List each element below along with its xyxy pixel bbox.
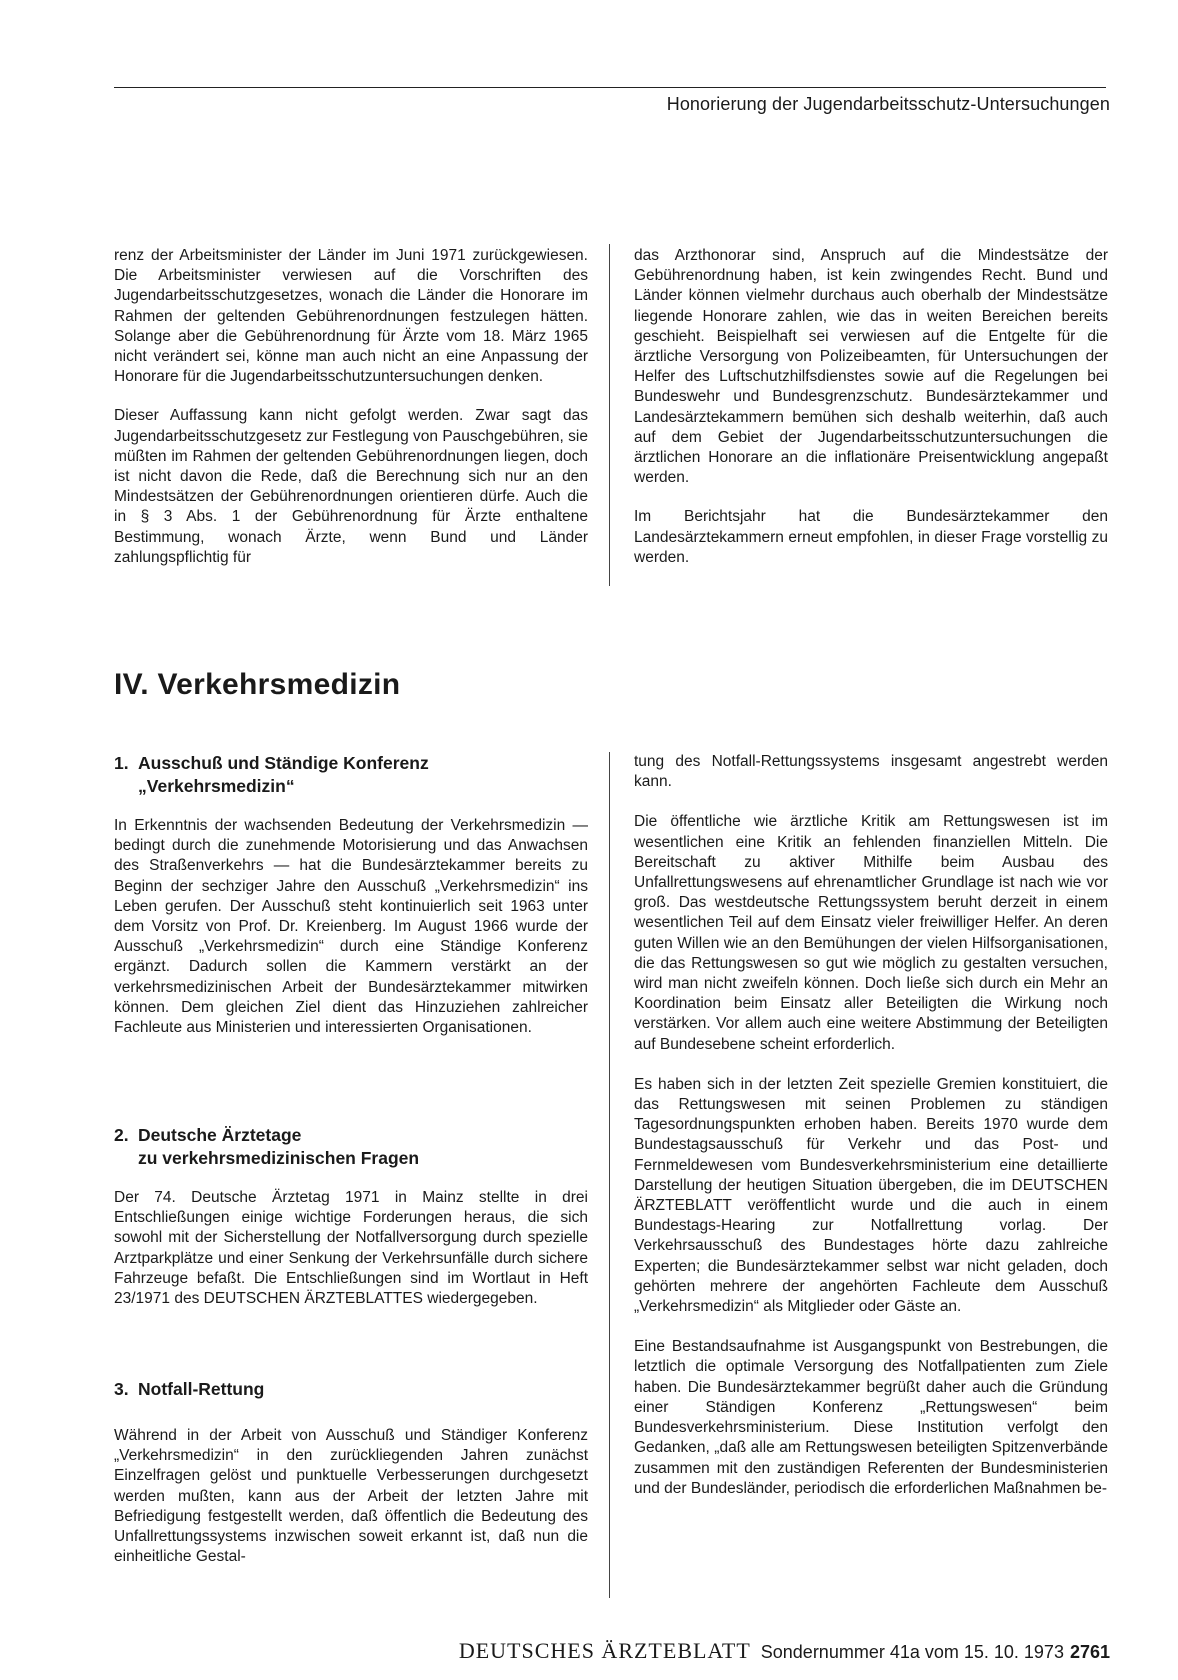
section-title-line1: Notfall-Rettung [138, 1379, 265, 1399]
header-rule [114, 87, 1106, 88]
top-left-column [114, 246, 588, 568]
lower-right-column [634, 752, 1108, 1499]
section-heading-2 [114, 1124, 588, 1170]
section-number: 2. [114, 1125, 129, 1145]
page-footer [459, 1638, 1110, 1664]
paragraph: renz der Arbeitsminister der Länder im Juni 1971 zurückgewiesen. Die Arbeitsminister verwiesen auf die Vorschriften des Jugendarbeitsschutzgesetzes, wonach die Länder die Honorare im Rahmen der geltenden Gebührenordnungen festzulegen hätten. Solange aber die Gebührenordnung für Ärzte vom 18. März 1965 nicht verändert sei, könne man auch nicht an eine Anpassung der Honorare für die Jugendarbeitsschutzuntersuchungen denken. [114, 247, 588, 386]
paragraph: In Erkenntnis der wachsenden Bedeutung der Verkehrsmedizin — bedingt durch die zunehmende Motorisierung und das Anwachsen des Straßenverkehrs — hat die Bundesärztekammer bereits zu Beginn der sechziger Jahre den Ausschuß „Verkehrsmedizin“ ins Leben gerufen. Der Ausschuß steht kontinuierlich seit 1963 unter dem Vorsitz von Prof. Dr. Kreienberg. Im August 1966 wurde der Ausschuß „Verkehrsmedizin“ durch eine Ständige Konferenz ergänzt. Dadurch sollen die Kammern verstärkt an der verkehrsmedizinischen Arbeit der Bundesärztekammer mitwirken können. Dem gleichen Ziel dient das Hinzuziehen zahlreicher Fachleute aus Ministerien und interessierten Organisationen. [114, 817, 588, 1037]
section-number: 3. [114, 1379, 129, 1399]
column-divider [609, 244, 610, 586]
section-3-body [114, 1426, 588, 1567]
section-heading-3 [114, 1378, 588, 1401]
running-head: Honorierung der Jugendarbeitsschutz-Untersuchungen [666, 94, 1110, 114]
section-title-line2: zu verkehrsmedizinischen Fragen [138, 1148, 420, 1168]
section-title-line1: Ausschuß und Ständige Konferenz [138, 753, 429, 773]
section-title-line2: „Verkehrsmedizin“ [138, 776, 295, 796]
section-1-body [114, 816, 588, 1038]
paragraph: Der 74. Deutsche Ärztetag 1971 in Mainz stellte in drei Entschließungen einige wichtige Forderungen heraus, die sich sowohl mit der Sicherstellung der Notfallversorgung durch spezielle Arztparkplätze und einer Senkung der Verkehrsunfälle durch sichere Fahrzeuge befaßt. Die Entschließungen sind im Wortlaut in Heft 23/1971 des DEUTSCHEN ÄRZTEBLATTES wiedergegeben. [114, 1189, 588, 1308]
issue-info: Sondernummer 41a vom 15. 10. 1973 [760, 1642, 1064, 1662]
paragraph: tung des Notfall-Rettungssystems insgesamt angestrebt werden kann. [634, 753, 1108, 791]
section-number: 1. [114, 753, 129, 773]
paragraph: Im Berichtsjahr hat die Bundesärztekammer den Landesärztekammern erneut empfohlen, in dieser Frage vorstellig zu werden. [634, 508, 1108, 566]
section-2-body [114, 1188, 588, 1309]
paragraph: das Arzthonorar sind, Anspruch auf die Mindestsätze der Gebührenordnung haben, ist kein zwingendes Recht. Bund und Länder können vielmehr durchaus auch oberhalb der Mindestsätze liegende Honorare zahlen, wie das in weiten Bereichen bereits geschieht. Beispielhaft sei verwiesen auf die Entgelte für die ärztliche Versorgung von Polizeibeamten, für Untersuchungen der Helfer des Luftschutzhilfsdienstes sowie auf die Regelungen bei Bundeswehr und Bundesgrenzschutz. Bundesärztekammer und Landesärztekammern bemühen sich deshalb weiterhin, daß auch auf dem Gebiet der Jugendarbeitsschutzuntersuchungen die ärztlichen Honorare an die inflationäre Preisentwicklung angepaßt werden. [634, 247, 1108, 487]
section-heading-1 [114, 752, 588, 798]
paragraph: Dieser Auffassung kann nicht gefolgt werden. Zwar sagt das Jugendarbeitsschutzgesetz zur Festlegung von Pauschgebühren, sie müßten im Rahmen der geltenden Gebührenordnungen liegen, doch ist nicht davon die Rede, daß die Berechnung sich nur an den Mindestsätzen der Gebührenordnungen orientieren dürfe. Auch die in § 3 Abs. 1 der Gebührenordnung für Ärzte enthaltene Bestimmung, wonach Ärzte, wenn Bund und Länder zahlungspflichtig für [114, 407, 588, 566]
section-title-line1: Deutsche Ärztetage [138, 1125, 302, 1145]
page-number: 2761 [1069, 1642, 1110, 1662]
top-right-column [634, 246, 1108, 568]
paragraph: Eine Bestandsaufnahme ist Ausgangspunkt von Bestrebungen, die letztlich die optimale Versorgung des Notfallpatienten zum Ziele haben. Die Bundesärztekammer begrüßt daher auch die Gründung einer Ständigen Konferenz „Rettungswesen“ beim Bundesverkehrsministerium. Diese Institution verfolgt den Gedanken, „daß alle am Rettungswesen beteiligten Spitzenverbände zusammen mit den zuständigen Referenten der Bundesministerien und der Bundesländer, periodisch die erforderlichen Maßnahmen be- [634, 1338, 1108, 1497]
chapter-title: IV. Verkehrsmedizin [114, 668, 401, 701]
paragraph: Während in der Arbeit von Ausschuß und Ständiger Konferenz „Verkehrsmedizin“ in den zurückliegenden Jahren zunächst Einzelfragen gelöst und punktuelle Verbesserungen durchgesetzt werden mußten, kann aus der Arbeit der letzten Jahre mit Befriedigung festgestellt werden, daß öffentlich die Bedeutung des Unfallrettungssystems inzwischen soweit erkannt ist, daß nun die einheitliche Gestal- [114, 1427, 588, 1566]
journal-masthead: DEUTSCHES ÄRZTEBLATT [458, 1638, 751, 1663]
paragraph: Es haben sich in der letzten Zeit spezielle Gremien konstituiert, die das Rettungswesen mit seinen Problemen zu ständigen Tagesordnungspunkten erhoben haben. Bereits 1970 wurde dem Bundestagsausschuß für Verkehr und das Post- und Fernmeldewesen vom Bundesverkehrsministerium eine detaillierte Darstellung der heutigen Situation übergeben, die im DEUTSCHEN ÄRZTEBLATT veröffentlicht wurde und die auch in einem Bundestags-Hearing zur Notfallrettung vorlag. Der Verkehrsausschuß des Bundestages hörte dazu zahlreiche Experten; die Bundesärztekammer selbst war nicht geladen, doch gehörten mehrere der angehörten Fachleute dem Ausschuß „Verkehrsmedizin“ als Mitglieder oder Gäste an. [634, 1075, 1108, 1316]
column-divider [609, 752, 610, 1598]
paragraph: Die öffentliche wie ärztliche Kritik am Rettungswesen ist im wesentlichen eine Kritik an fehlenden finanziellen Mitteln. Die Bereitschaft zu aktiver Mithilfe beim Ausbau des Unfallrettungswesens auf ehrenamtlicher Grundlage ist nach wie vor groß. Das westdeutsche Rettungssystem beruht derzeit in einem wesentlichen Teil auf dem Einsatz vieler freiwilliger Helfer. An deren guten Willen wie an den Bemühungen der vielen Hilfsorganisationen, die das Rettungswesen so gut wie möglich zu gestalten versuchen, wird man nicht zweifeln können. Doch ließe sich durch ein Mehr an Koordination beim Einsatz aller Beteiligten die Wirkung noch verstärken. Vor allem auch eine weitere Abstimmung der Beteiligten auf Bundesebene scheint erforderlich. [634, 813, 1108, 1053]
